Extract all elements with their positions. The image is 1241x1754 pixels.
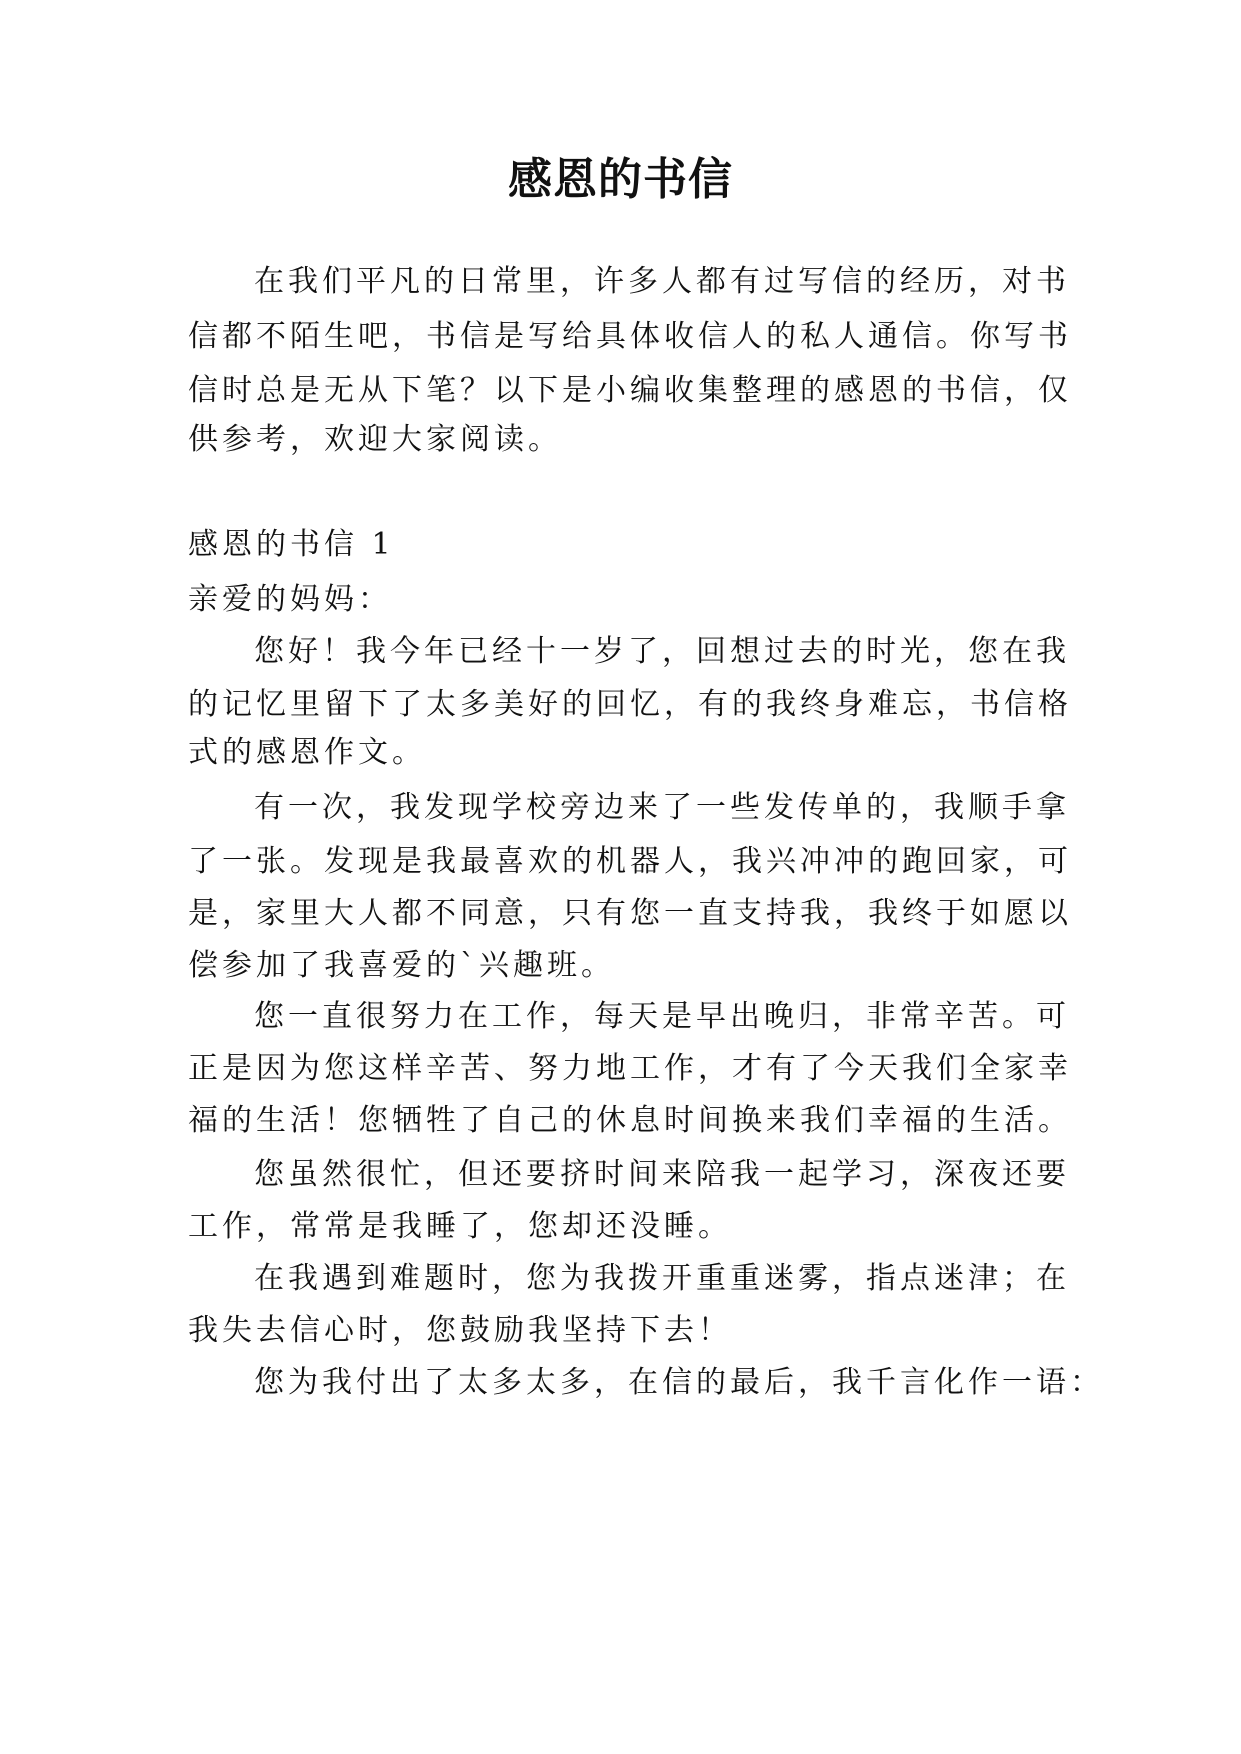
body-line: 我失去信心时，您鼓励我坚持下去！ [188, 1313, 732, 1348]
body-line: 您一直很努力在工作，每天是早出晚归，非常辛苦。可 [254, 999, 1070, 1034]
body-line: 您虽然很忙，但还要挤时间来陪我一起学习，深夜还要 [254, 1157, 1070, 1192]
document-title: 感恩的书信 [508, 154, 733, 205]
body-line: 在我遇到难题时，您为我拨开重重迷雾，指点迷津；在 [254, 1261, 1070, 1296]
intro-line: 信时总是无从下笔？以下是小编收集整理的感恩的书信，仅 [188, 373, 1072, 408]
body-line: 偿参加了我喜爱的`兴趣班。 [188, 948, 615, 983]
body-line: 工作，常常是我睡了，您却还没睡。 [188, 1209, 732, 1244]
body-line: 式的感恩作文。 [188, 735, 426, 770]
salutation: 亲爱的妈妈： [188, 582, 392, 617]
intro-line: 信都不陌生吧，书信是写给具体收信人的私人通信。你写书 [188, 319, 1072, 354]
body-line: 的记忆里留下了太多美好的回忆，有的我终身难忘，书信格 [188, 687, 1072, 722]
body-line: 福的生活！您牺牲了自己的休息时间换来我们幸福的生活。 [188, 1103, 1072, 1138]
body-line: 了一张。发现是我最喜欢的机器人，我兴冲冲的跑回家，可 [188, 844, 1072, 879]
body-line: 正是因为您这样辛苦、努力地工作，才有了今天我们全家幸 [188, 1051, 1072, 1086]
body-line: 您为我付出了太多太多，在信的最后，我千言化作一语： [254, 1365, 1104, 1400]
body-line: 有一次，我发现学校旁边来了一些发传单的，我顺手拿 [254, 790, 1070, 825]
body-line: 您好！我今年已经十一岁了，回想过去的时光，您在我 [254, 634, 1070, 669]
intro-line: 供参考，欢迎大家阅读。 [188, 422, 562, 457]
intro-line: 在我们平凡的日常里，许多人都有过写信的经历，对书 [254, 264, 1070, 299]
body-line: 是，家里大人都不同意，只有您一直支持我，我终于如愿以 [188, 896, 1072, 931]
section-heading: 感恩的书信 1 [188, 527, 395, 562]
